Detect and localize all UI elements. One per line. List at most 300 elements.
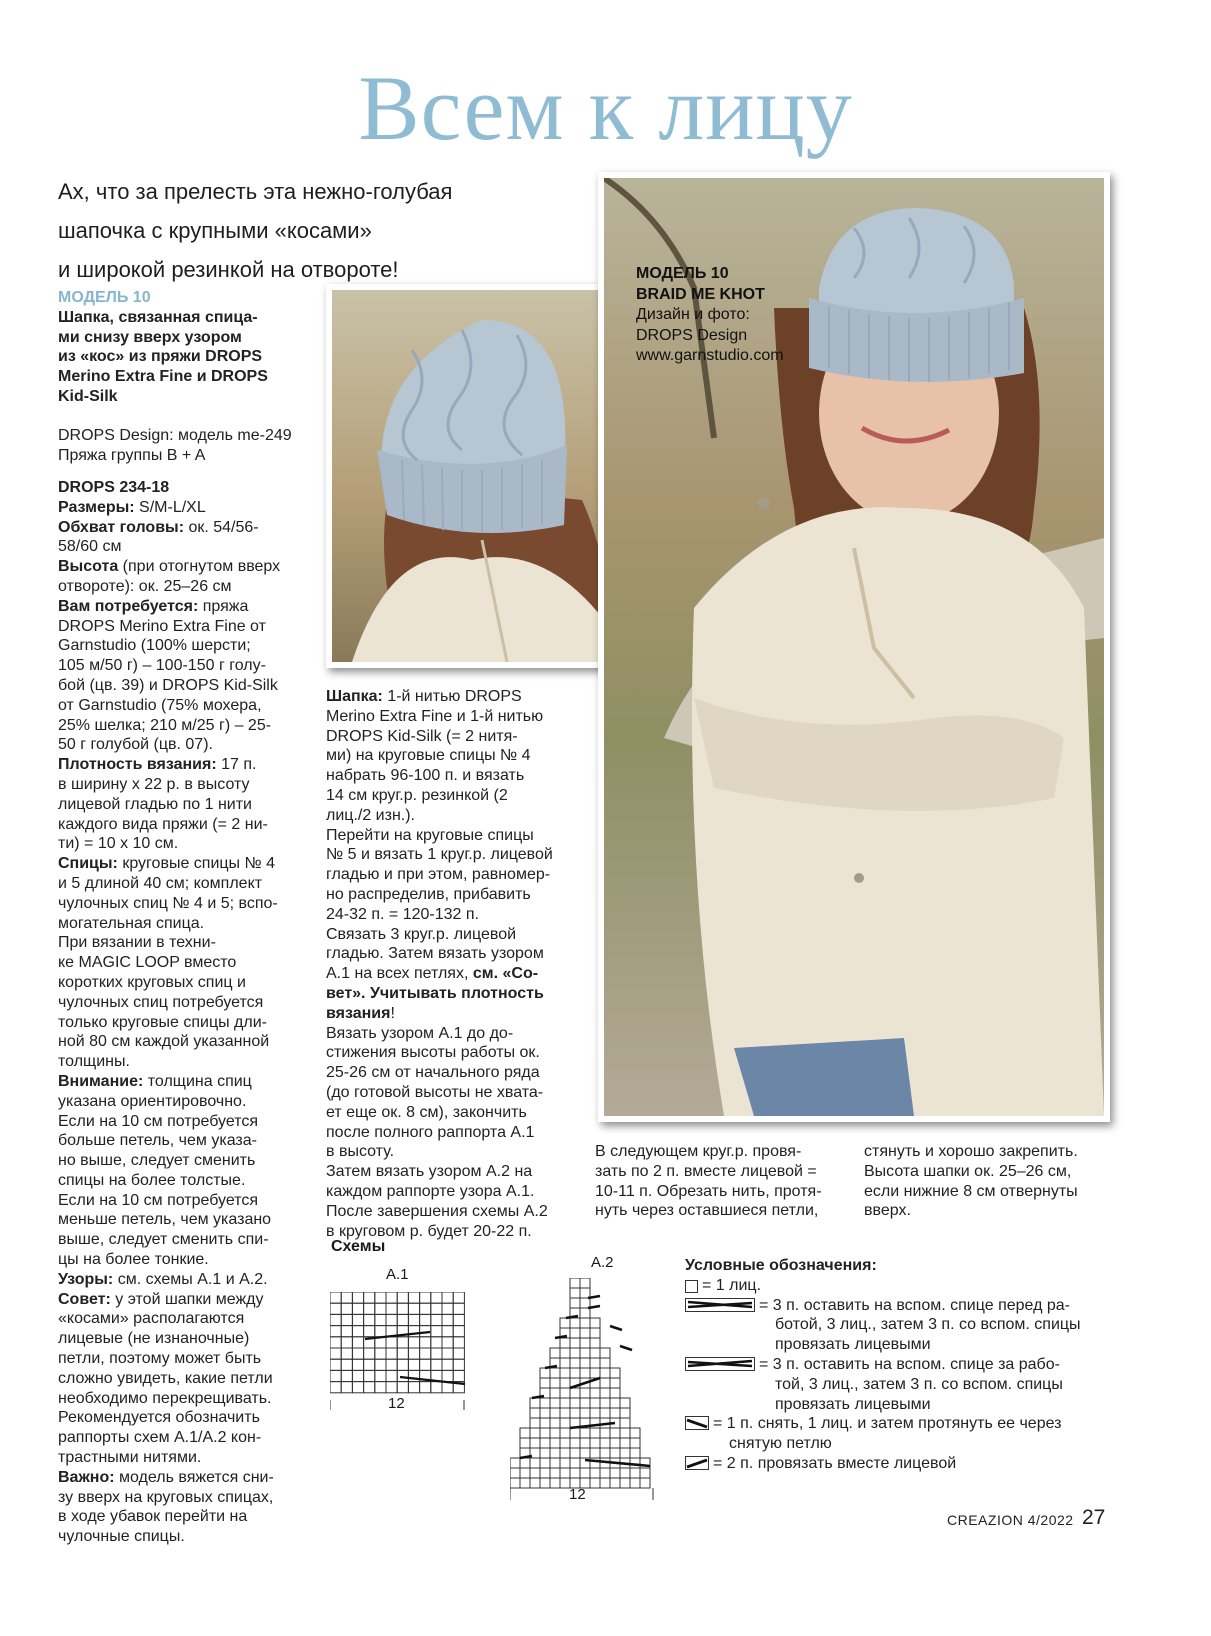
chart-cell	[570, 1358, 580, 1368]
text-line	[58, 1507, 313, 1527]
chart-cell	[550, 1458, 560, 1468]
line-text: A.1 на всех петлях,	[326, 965, 473, 983]
chart-cell	[397, 1348, 408, 1359]
text-line	[58, 894, 313, 914]
chart-cell	[431, 1326, 442, 1337]
text-line	[326, 944, 581, 964]
chart-cell	[570, 1428, 580, 1438]
line-text: DROPS Merino Extra Fine от	[58, 617, 266, 635]
text-line	[58, 1013, 313, 1033]
text-line	[58, 1290, 313, 1310]
line-text: 17 п.	[216, 756, 257, 774]
line-text: чулочных спиц потребуется	[58, 993, 264, 1011]
chart-cell	[375, 1326, 386, 1337]
chart-cell	[620, 1398, 630, 1408]
text-line	[58, 1389, 313, 1409]
chart-cell	[580, 1408, 590, 1418]
chart-cell	[408, 1303, 419, 1314]
chart-cell	[570, 1348, 580, 1358]
chart-cell	[520, 1438, 530, 1448]
chart-cell	[364, 1359, 375, 1370]
col3-line: зать по 2 п. вместе лицевой =	[595, 1162, 817, 1180]
chart-cell	[442, 1303, 453, 1314]
chart-cell	[386, 1359, 397, 1370]
legend-item-ssk	[685, 1414, 1125, 1454]
text-line	[58, 815, 313, 835]
chart-cell	[610, 1388, 620, 1398]
chart-cell	[408, 1314, 419, 1325]
chart-cell	[580, 1428, 590, 1438]
chart-cell	[453, 1292, 464, 1303]
text-line	[58, 1072, 313, 1092]
text-line	[326, 1004, 581, 1024]
legend-text: провязать лицевыми	[775, 1336, 931, 1354]
text-line	[58, 1270, 313, 1290]
chart-cell	[530, 1458, 540, 1468]
chart-cell	[580, 1468, 590, 1478]
chart-cell	[590, 1468, 600, 1478]
chart-cell	[431, 1348, 442, 1359]
col3-line: В следующем круг.р. провя-	[595, 1143, 802, 1160]
text-line	[326, 964, 581, 984]
chart-cell	[352, 1382, 363, 1393]
column-4-text	[864, 1142, 1124, 1221]
chart-cell	[341, 1326, 352, 1337]
chart-cell	[570, 1448, 580, 1458]
chart-cell	[420, 1359, 431, 1370]
chart-cell	[453, 1348, 464, 1359]
line-text: 1-й нитью DROPS	[382, 688, 522, 705]
chart-cell	[520, 1428, 530, 1438]
chart-cell	[520, 1478, 530, 1488]
chart-cell	[560, 1368, 570, 1378]
chart-cell	[630, 1478, 640, 1488]
line-text: Вязать узором A.1 до до-	[326, 1024, 514, 1042]
chart-cell	[510, 1478, 520, 1488]
legend-text: той, 3 лиц., затем 3 п. со вспом. спицы	[775, 1375, 1063, 1393]
caption-credit-label: Дизайн и фото:	[636, 306, 750, 324]
text-line	[326, 845, 581, 865]
chart-cell	[375, 1314, 386, 1325]
chart-cell	[590, 1398, 600, 1408]
line-text: лицевые (не изнаночные)	[58, 1330, 250, 1348]
chart-cell	[341, 1359, 352, 1370]
chart-cell	[580, 1368, 590, 1378]
bold-term: Внимание:	[58, 1072, 144, 1090]
chart-cell	[431, 1314, 442, 1325]
bold-term: Совет:	[58, 1290, 111, 1308]
photo-caption	[636, 264, 784, 367]
chart-cell	[540, 1448, 550, 1458]
chart-cell	[530, 1468, 540, 1478]
chart-cell	[442, 1326, 453, 1337]
chart-cell	[442, 1359, 453, 1370]
chart-cell	[590, 1358, 600, 1368]
line-text: Garnstudio (100% шерсти;	[58, 637, 251, 655]
chart-cell	[550, 1478, 560, 1488]
chart-cell	[453, 1303, 464, 1314]
chart-cell	[453, 1314, 464, 1325]
text-line	[58, 874, 313, 894]
text-line	[58, 953, 313, 973]
line-text: набрать 96-100 п. и вязать	[326, 767, 525, 785]
chart-cell	[550, 1378, 560, 1388]
chart-cell	[408, 1359, 419, 1370]
chart-cell	[550, 1368, 560, 1378]
chart-cell	[397, 1382, 408, 1393]
chart-cell	[352, 1359, 363, 1370]
chart-cell	[560, 1358, 570, 1368]
chart-cell	[364, 1326, 375, 1337]
description-text	[58, 308, 318, 407]
chart-cell	[341, 1370, 352, 1381]
chart-cell	[352, 1337, 363, 1348]
line-text: но выше, следует сменить	[58, 1152, 256, 1170]
chart-cell	[600, 1398, 610, 1408]
legend-item-cable-back	[685, 1355, 1125, 1414]
chart-cell	[570, 1298, 580, 1308]
line-text: см. схемы A.1 и A.2.	[113, 1270, 268, 1288]
text-line	[58, 478, 313, 498]
chart-cell	[431, 1303, 442, 1314]
chart-cell	[580, 1448, 590, 1458]
chart-cell	[352, 1370, 363, 1381]
chart-cell	[570, 1388, 580, 1398]
line-text: отвороте): ок. 25–26 см	[58, 577, 232, 595]
line-text: чулочных спиц № 4 и 5; вспо-	[58, 894, 278, 912]
chart-cell	[540, 1428, 550, 1438]
text-line	[326, 1182, 581, 1202]
chart-cell	[330, 1337, 341, 1348]
chart-cell	[397, 1314, 408, 1325]
text-line	[58, 498, 313, 518]
line-text: ке MAGIC LOOP вместо	[58, 954, 237, 972]
line-text: пряжа	[198, 597, 249, 615]
line-text: лицевой гладью по 1 нити	[58, 795, 252, 813]
line-text: меньше петель, чем указано	[58, 1211, 272, 1229]
chart-cell	[540, 1418, 550, 1428]
text-line	[326, 1063, 581, 1083]
line-text: гладью и при этом, равномер-	[326, 866, 551, 884]
caption-model-number: МОДЕЛЬ 10	[636, 265, 729, 282]
chart-a1-grid	[330, 1292, 470, 1412]
chart-cell	[620, 1468, 630, 1478]
left-column-text	[58, 478, 313, 1547]
legend-text: снятую петлю	[729, 1435, 832, 1453]
text-line	[58, 676, 313, 696]
line-text: (до готовой высоты не хвата-	[326, 1083, 544, 1101]
chart-cell	[420, 1303, 431, 1314]
line-text: 105 м/50 г) – 100-150 г голу-	[58, 657, 266, 675]
page-title: Всем к лицу	[358, 57, 853, 159]
chart-cell	[600, 1358, 610, 1368]
chart-cell	[560, 1438, 570, 1448]
line-text: в высоту.	[326, 1143, 395, 1161]
chart-cell	[610, 1428, 620, 1438]
legend-text: = 1 лиц.	[702, 1276, 762, 1294]
chart-cell	[580, 1338, 590, 1348]
line-text: ной 80 см каждой указанной	[58, 1033, 270, 1051]
col4-line: если нижние 8 см отвернуты	[864, 1182, 1078, 1200]
intro-line: и широкой резинкой на отвороте!	[58, 257, 399, 282]
text-line	[58, 597, 313, 617]
line-text: Если на 10 см потребуется	[58, 1112, 259, 1130]
chart-cell	[431, 1292, 442, 1303]
text-line	[58, 577, 313, 597]
chart-cell	[530, 1438, 540, 1448]
line-text: S/M-L/XL	[134, 498, 206, 516]
text-line	[58, 795, 313, 815]
chart-a1-label: A.1	[386, 1266, 409, 1283]
line-text: «косами» располагаются	[58, 1310, 245, 1328]
chart-cell	[560, 1418, 570, 1428]
chart-cell	[540, 1398, 550, 1408]
chart-cell	[580, 1348, 590, 1358]
line-text: толщина спиц	[143, 1072, 252, 1090]
chart-a2-label: A.2	[591, 1254, 614, 1271]
chart-cell	[570, 1338, 580, 1348]
chart-cell	[364, 1314, 375, 1325]
line-text: у этой шапки между	[110, 1290, 264, 1308]
footer-magazine: CREAZION 4/2022	[947, 1512, 1074, 1528]
text-line	[326, 687, 581, 707]
caption-website: www.garnstudio.com	[636, 347, 784, 365]
chart-cell	[560, 1458, 570, 1468]
line-text: гладью. Затем вязать узором	[326, 945, 544, 963]
chart-a2-grid	[510, 1278, 660, 1503]
text-line	[58, 914, 313, 934]
chart-cell	[640, 1478, 650, 1488]
model-label: МОДЕЛЬ 10	[58, 289, 151, 306]
text-line	[58, 1230, 313, 1250]
chart-cell	[610, 1408, 620, 1418]
text-line	[58, 973, 313, 993]
chart-cell	[397, 1292, 408, 1303]
line-text: ти) = 10 х 10 см.	[58, 835, 179, 853]
line-text: и 5 длиной 40 см; комплект	[58, 874, 263, 892]
photo-main	[598, 172, 1110, 1122]
text-line	[58, 993, 313, 1013]
line-text: сложно увидеть, какие петли	[58, 1369, 273, 1387]
chart-cell	[453, 1359, 464, 1370]
chart-cell	[442, 1337, 453, 1348]
line-text: ок. 54/56-	[184, 518, 259, 536]
legend-item-knit	[685, 1276, 1125, 1296]
empty-square-icon	[685, 1280, 698, 1293]
chart-cell	[560, 1348, 570, 1358]
chart-cell	[610, 1468, 620, 1478]
chart-cell	[375, 1359, 386, 1370]
line-text: цы на более тонкие.	[58, 1251, 209, 1269]
text-line	[326, 1123, 581, 1143]
line-text: !	[390, 1004, 395, 1022]
chart-cell	[570, 1438, 580, 1448]
chart-cell	[610, 1368, 620, 1378]
chart-cell	[580, 1388, 590, 1398]
chart-cell	[540, 1478, 550, 1488]
text-line	[58, 775, 313, 795]
chart-cell	[352, 1314, 363, 1325]
slip-knit-pass-icon	[685, 1416, 709, 1430]
text-line	[326, 766, 581, 786]
bold-term: Высота	[58, 558, 119, 576]
legend-text: = 1 п. снять, 1 лиц. и затем протянуть ее через	[713, 1415, 1062, 1433]
chart-cell	[386, 1382, 397, 1393]
text-line	[58, 636, 313, 656]
chart-cell	[620, 1438, 630, 1448]
chart-cell	[560, 1338, 570, 1348]
line-text: № 5 и вязать 1 круг.р. лицевой	[326, 846, 553, 864]
chart-cell	[550, 1418, 560, 1428]
line-text: необходимо перекрещивать.	[58, 1389, 272, 1407]
text-line	[326, 826, 581, 846]
chart-cell	[580, 1308, 590, 1318]
text-line	[326, 1103, 581, 1123]
chart-cell	[386, 1314, 397, 1325]
chart-cell	[580, 1438, 590, 1448]
chart-cell	[540, 1378, 550, 1388]
chart-cell	[530, 1398, 540, 1408]
chart-cell	[550, 1448, 560, 1458]
legend-heading: Условные обозначения:	[685, 1257, 877, 1274]
bold-term: Вам потребуется:	[58, 597, 199, 615]
line-text: ет еще ок. 8 см), закончить	[326, 1103, 527, 1121]
chart-cell	[530, 1408, 540, 1418]
text-line	[326, 1142, 581, 1162]
text-line	[326, 806, 581, 826]
chart-cell	[590, 1388, 600, 1398]
chart-cell	[408, 1382, 419, 1393]
line-text: 24-32 п. = 120-132 п.	[326, 905, 479, 923]
text-line	[58, 716, 313, 736]
chart-cell	[590, 1318, 600, 1328]
line-text: выше, следует сменить спи-	[58, 1231, 269, 1249]
chart-cell	[570, 1368, 580, 1378]
text-line	[326, 746, 581, 766]
chart-cell	[550, 1428, 560, 1438]
chart-cell	[397, 1370, 408, 1381]
line-text: каждом раппорте узора A.1.	[326, 1182, 535, 1200]
column-3-text	[595, 1142, 855, 1221]
line-text: После завершения схемы A.2	[326, 1202, 548, 1220]
col4-line: стянуть и хорошо закрепить.	[864, 1143, 1078, 1160]
chart-cell	[530, 1478, 540, 1488]
line-text: Перейти на круговые спицы	[326, 826, 534, 844]
chart-cell	[600, 1388, 610, 1398]
line-text: но распределив, прибавить	[326, 885, 531, 903]
chart-cell	[352, 1292, 363, 1303]
chart-cell	[341, 1292, 352, 1303]
chart-cell	[397, 1303, 408, 1314]
bold-reference: см. «Со-	[472, 965, 539, 983]
design-info	[58, 426, 318, 466]
legend-text: = 3 п. оставить на вспом. спице за рабо-	[759, 1355, 1060, 1373]
chart-cell	[364, 1292, 375, 1303]
chart-cell	[560, 1388, 570, 1398]
chart-cell	[610, 1438, 620, 1448]
bold-term: Важно:	[58, 1468, 115, 1486]
chart-cell	[600, 1478, 610, 1488]
text-line	[58, 1428, 313, 1448]
description-line: Merino Extra Fine и DROPS	[58, 368, 268, 386]
chart-cell	[580, 1278, 590, 1288]
col4-line: вверх.	[864, 1202, 911, 1220]
line-text: указана ориентировочно.	[58, 1092, 247, 1110]
bold-term: Размеры:	[58, 498, 135, 516]
knit-two-together-icon	[685, 1456, 709, 1470]
chart-cell	[550, 1468, 560, 1478]
chart-cell	[420, 1292, 431, 1303]
text-line	[326, 984, 581, 1004]
chart-cell	[590, 1448, 600, 1458]
legend-item-cable-front	[685, 1296, 1125, 1355]
chart-cell	[600, 1448, 610, 1458]
chart-cell	[341, 1303, 352, 1314]
bold-term: Шапка:	[326, 688, 383, 705]
text-line	[326, 1083, 581, 1103]
chart-a1-width-label: 12	[388, 1395, 405, 1412]
chart-cell	[590, 1348, 600, 1358]
line-text: только круговые спицы дли-	[58, 1013, 267, 1031]
chart-cell	[540, 1408, 550, 1418]
chart-cell	[420, 1382, 431, 1393]
chart-cell	[580, 1298, 590, 1308]
text-line	[58, 933, 313, 953]
col3-line: нуть через оставшиеся петли,	[595, 1202, 819, 1220]
line-text: от Garnstudio (75% мохера,	[58, 696, 262, 714]
text-line	[58, 1191, 313, 1211]
line-text: толщины.	[58, 1053, 130, 1071]
line-text: 14 см круг.р. резинкой (2	[326, 786, 508, 804]
chart-cell	[386, 1337, 397, 1348]
chart-cell	[420, 1348, 431, 1359]
text-line	[58, 1052, 313, 1072]
text-line	[58, 1112, 313, 1132]
chart-cell	[590, 1368, 600, 1378]
text-line	[58, 1032, 313, 1052]
chart-cell	[397, 1337, 408, 1348]
line-text: лиц./2 изн.).	[326, 806, 415, 824]
chart-cell	[530, 1428, 540, 1438]
chart-cell	[386, 1292, 397, 1303]
chart-cell	[375, 1303, 386, 1314]
line-text: в ходе убавок перейти на	[58, 1508, 248, 1526]
chart-cell	[580, 1318, 590, 1328]
chart-cell	[540, 1458, 550, 1468]
chart-cell	[442, 1370, 453, 1381]
chart-cell	[352, 1326, 363, 1337]
legend-text: = 3 п. оставить на вспом. спице перед ра-	[759, 1296, 1070, 1314]
line-text: стижения высоты работы ок.	[326, 1044, 540, 1062]
chart-cell	[364, 1348, 375, 1359]
chart-cell	[442, 1292, 453, 1303]
chart-cell	[420, 1337, 431, 1348]
line-text: При вязании в техни-	[58, 934, 216, 952]
line-text: Связать 3 круг.р. лицевой	[326, 925, 517, 943]
chart-cell	[620, 1408, 630, 1418]
chart-cell	[610, 1448, 620, 1458]
text-line	[326, 1162, 581, 1182]
line-text: больше петель, чем указа-	[58, 1132, 257, 1150]
middle-column-text	[326, 687, 581, 1241]
legend-text: провязать лицевыми	[775, 1395, 931, 1413]
chart-cell	[540, 1368, 550, 1378]
chart-cell	[408, 1348, 419, 1359]
legend-text: ботой, 3 лиц., затем 3 п. со вспом. спицы	[775, 1316, 1081, 1334]
cable-front-icon	[685, 1298, 755, 1312]
text-line	[58, 834, 313, 854]
text-line	[58, 557, 313, 577]
